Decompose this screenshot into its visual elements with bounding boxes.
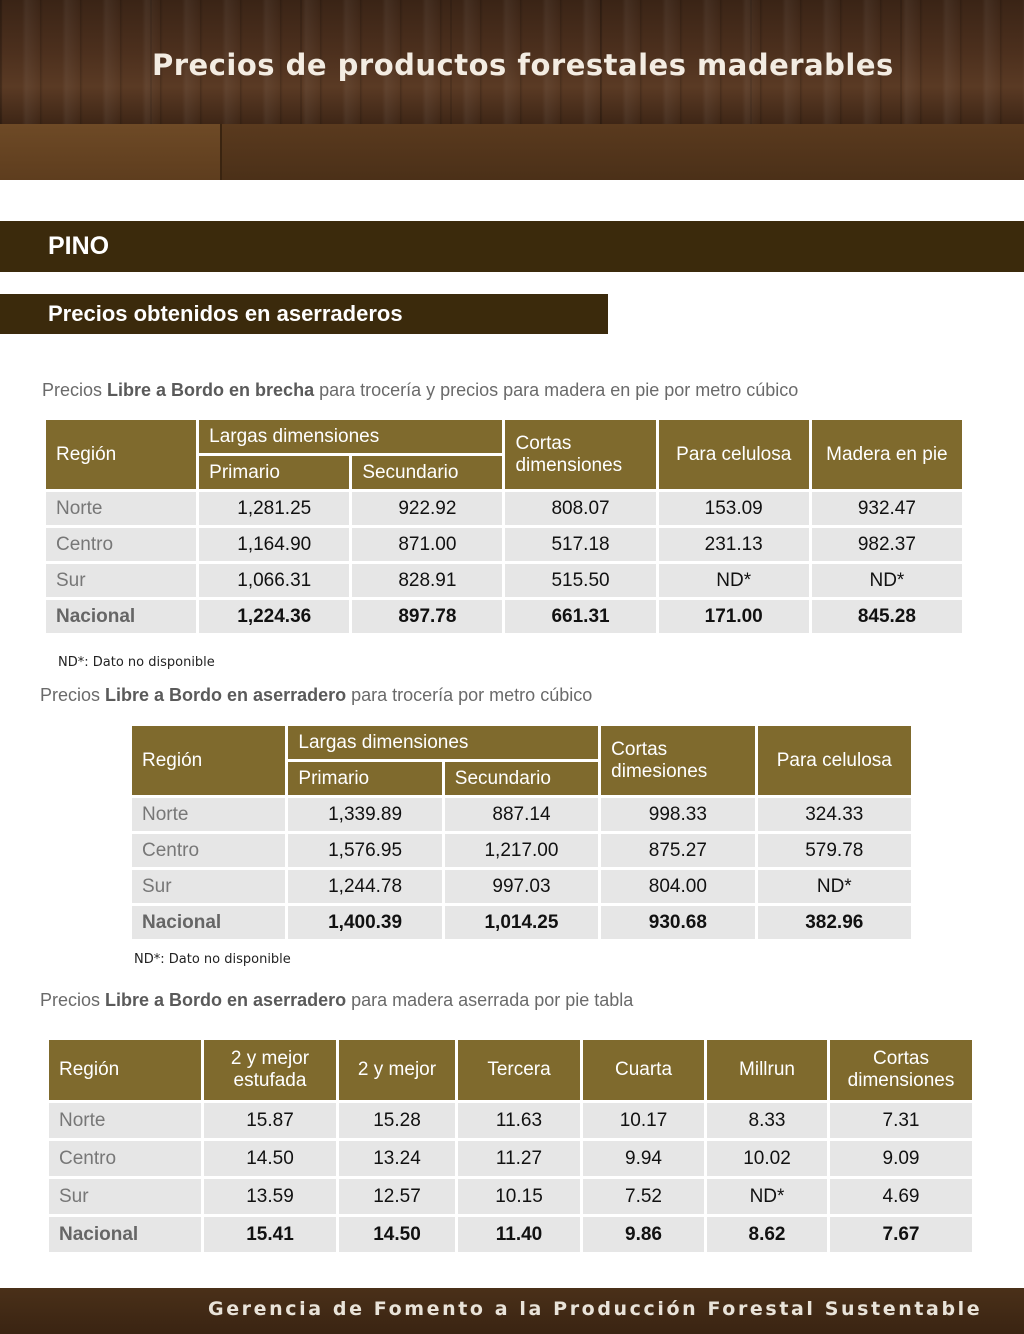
cell: 922.92	[352, 492, 502, 525]
cell: 1,244.78	[288, 870, 441, 903]
cell: 171.00	[659, 600, 809, 633]
section-title: PINO	[48, 232, 110, 260]
table3-caption: Precios Libre a Bordo en aserradero para madera aserrada por pie tabla	[40, 990, 634, 1010]
header-largas: Largas dimensiones	[199, 420, 502, 453]
cell: 1,576.95	[288, 834, 441, 867]
header-celulosa: Para celulosa	[659, 420, 809, 489]
cell: 15.87	[204, 1103, 336, 1138]
cell: ND*	[758, 870, 911, 903]
header-cuarta: Cuarta	[583, 1040, 704, 1100]
cell: 982.37	[812, 528, 962, 561]
cell: 382.96	[758, 906, 911, 939]
row-region: Centro	[132, 834, 285, 867]
header-region: Región	[132, 726, 285, 795]
table-row	[132, 798, 911, 831]
cell: 828.91	[352, 564, 502, 597]
cell: 10.17	[583, 1103, 704, 1138]
row-region: Nacional	[132, 906, 285, 939]
row-region: Sur	[49, 1179, 201, 1214]
cell: 930.68	[601, 906, 754, 939]
subsection-title: Precios obtenidos en aserraderos	[48, 301, 403, 326]
cell: 8.33	[707, 1103, 827, 1138]
wood-plank-right	[220, 124, 1024, 180]
row-region: Nacional	[46, 600, 196, 633]
table2	[129, 723, 914, 942]
cell: 515.50	[505, 564, 655, 597]
row-region: Sur	[46, 564, 196, 597]
header-largas: Largas dimensiones	[288, 726, 598, 759]
cell: 579.78	[758, 834, 911, 867]
table-row-total	[49, 1217, 972, 1252]
footer-text: Gerencia de Fomento a la Producción Forestal Sustentable	[208, 1298, 983, 1320]
cell: ND*	[812, 564, 962, 597]
header-cortas: Cortas dimesiones	[601, 726, 754, 795]
cell: 804.00	[601, 870, 754, 903]
cell: 14.50	[204, 1141, 336, 1176]
cell: 871.00	[352, 528, 502, 561]
header-cortas: Cortas dimensiones	[505, 420, 655, 489]
row-region: Centro	[49, 1141, 201, 1176]
cell: 997.03	[445, 870, 598, 903]
row-region: Norte	[132, 798, 285, 831]
header-millrun: Millrun	[707, 1040, 827, 1100]
cell: 1,224.36	[199, 600, 349, 633]
row-region: Sur	[132, 870, 285, 903]
table-row	[49, 1103, 972, 1138]
cell: 998.33	[601, 798, 754, 831]
cell: 1,217.00	[445, 834, 598, 867]
cell: 1,400.39	[288, 906, 441, 939]
table2-caption: Precios Libre a Bordo en aserradero para trocería por metro cúbico	[40, 685, 593, 705]
cell: 1,339.89	[288, 798, 441, 831]
cell: 13.59	[204, 1179, 336, 1214]
table-row	[49, 1141, 972, 1176]
row-region: Norte	[46, 492, 196, 525]
header-tercera: Tercera	[458, 1040, 580, 1100]
cell: 9.94	[583, 1141, 704, 1176]
page-title: Precios de productos forestales maderables	[152, 48, 894, 82]
cell: 875.27	[601, 834, 754, 867]
cell: ND*	[707, 1179, 827, 1214]
header-primario: Primario	[199, 456, 349, 489]
cell: 15.28	[339, 1103, 455, 1138]
cell: 13.24	[339, 1141, 455, 1176]
footer-banner	[0, 1288, 1024, 1334]
header-secundario: Secundario	[445, 762, 598, 795]
cell: 324.33	[758, 798, 911, 831]
wood-plank-left	[0, 124, 220, 180]
cell: 11.40	[458, 1217, 580, 1252]
table-row	[46, 528, 962, 561]
header-banner	[0, 0, 1024, 124]
table2-note: ND*: Dato no disponible	[134, 952, 291, 967]
header-cortas: Cortas dimensiones	[830, 1040, 972, 1100]
cell: 661.31	[505, 600, 655, 633]
table-row	[46, 564, 962, 597]
cell: 808.07	[505, 492, 655, 525]
header-2-y-mejor-estufada: 2 y mejor estufada	[204, 1040, 336, 1100]
cell: 11.63	[458, 1103, 580, 1138]
cell: 9.09	[830, 1141, 972, 1176]
cell: 12.57	[339, 1179, 455, 1214]
table-row-total	[46, 600, 962, 633]
table1-note: ND*: Dato no disponible	[58, 655, 215, 670]
cell: 517.18	[505, 528, 655, 561]
table-row	[132, 870, 911, 903]
cell: 1,014.25	[445, 906, 598, 939]
subsection-band	[0, 294, 608, 334]
header-region: Región	[46, 420, 196, 489]
cell: 932.47	[812, 492, 962, 525]
table-row	[132, 834, 911, 867]
row-region: Centro	[46, 528, 196, 561]
cell: 4.69	[830, 1179, 972, 1214]
cell: 1,281.25	[199, 492, 349, 525]
section-band	[0, 221, 1024, 272]
table3	[46, 1037, 975, 1255]
header-region: Región	[49, 1040, 201, 1100]
cell: 15.41	[204, 1217, 336, 1252]
cell: 14.50	[339, 1217, 455, 1252]
cell: 897.78	[352, 600, 502, 633]
cell: 7.52	[583, 1179, 704, 1214]
cell: 8.62	[707, 1217, 827, 1252]
cell: 845.28	[812, 600, 962, 633]
header-secundario: Secundario	[352, 456, 502, 489]
cell: 7.31	[830, 1103, 972, 1138]
cell: 9.86	[583, 1217, 704, 1252]
header-2-y-mejor: 2 y mejor	[339, 1040, 455, 1100]
cell: ND*	[659, 564, 809, 597]
cell: 153.09	[659, 492, 809, 525]
cell: 10.15	[458, 1179, 580, 1214]
row-region: Norte	[49, 1103, 201, 1138]
header-primario: Primario	[288, 762, 441, 795]
cell: 231.13	[659, 528, 809, 561]
cell: 11.27	[458, 1141, 580, 1176]
table-row	[46, 492, 962, 525]
table1	[43, 417, 965, 636]
cell: 10.02	[707, 1141, 827, 1176]
table-row	[49, 1179, 972, 1214]
cell: 1,164.90	[199, 528, 349, 561]
table-row-total	[132, 906, 911, 939]
cell: 1,066.31	[199, 564, 349, 597]
cell: 887.14	[445, 798, 598, 831]
table1-caption: Precios Libre a Bordo en brecha para trocería y precios para madera en pie por metro cúbico	[42, 380, 799, 400]
cell: 7.67	[830, 1217, 972, 1252]
header-celulosa: Para celulosa	[758, 726, 911, 795]
header-madera-pie: Madera en pie	[812, 420, 962, 489]
row-region: Nacional	[49, 1217, 201, 1252]
